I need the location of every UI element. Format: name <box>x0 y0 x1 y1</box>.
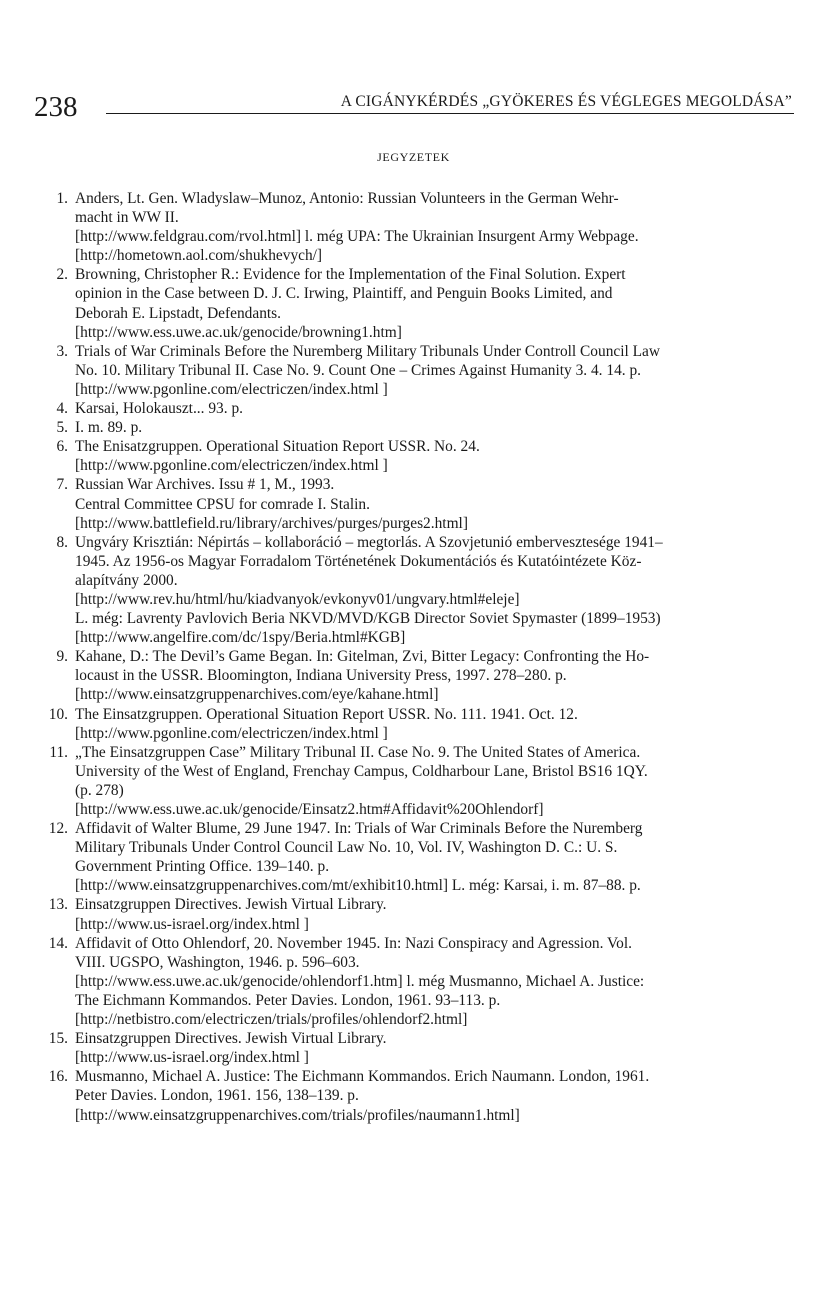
note-item <box>28 1029 790 1067</box>
note-line: The Enisatzgruppen. Operational Situation Report USSR. No. 24. <box>75 438 480 456</box>
note-number: 4. <box>56 400 68 418</box>
note-number: 3. <box>56 342 68 360</box>
note-line: [http://www.rev.hu/html/hu/kiadvanyok/evkonyv01/ungvary.html#eleje] <box>75 590 520 608</box>
note-number: 16. <box>48 1068 68 1086</box>
note-item <box>28 819 790 895</box>
note-line: Browning, Christopher R.: Evidence for the Implementation of the Final Solution. Expert <box>75 266 626 284</box>
note-line: Affidavit of Otto Ohlendorf, 20. November 1945. In: Nazi Conspiracy and Agression. Vol. <box>75 934 632 952</box>
section-title: JEGYZETEK <box>377 150 450 164</box>
note-line: [http://www.ess.uwe.ac.uk/genocide/browning1.htm] <box>75 323 402 341</box>
note-line: [http://hometown.aol.com/shukhevych/] <box>75 247 323 265</box>
note-number: 8. <box>56 533 68 551</box>
note-line: VIII. UGSPO, Washington, 1946. p. 596–603. <box>75 953 360 971</box>
note-item <box>28 265 790 341</box>
note-number: 7. <box>56 476 68 494</box>
note-number: 11. <box>49 743 68 761</box>
note-line: [http://www.us-israel.org/index.html ] <box>75 1049 309 1067</box>
note-text <box>75 895 790 933</box>
note-item <box>28 705 790 743</box>
note-text <box>75 437 790 475</box>
note-line: Central Committee CPSU for comrade I. Stalin. <box>75 495 370 513</box>
note-number: 13. <box>48 896 68 914</box>
note-line: [http://www.feldgrau.com/rvol.html] l. még UPA: The Ukrainian Insurgent Army Webpage. <box>75 228 639 246</box>
note-line: [http://www.einsatzgruppenarchives.com/mt/exhibit10.html] L. még: Karsai, i. m. 87–88. p. <box>75 877 641 895</box>
note-line: (p. 278) <box>75 781 124 799</box>
note-line: alapítvány 2000. <box>75 571 178 589</box>
note-number: 6. <box>56 438 68 456</box>
note-number: 10. <box>48 705 68 723</box>
note-item <box>28 895 790 933</box>
note-line: [http://www.us-israel.org/index.html ] <box>75 915 309 933</box>
note-number: 5. <box>56 419 68 437</box>
note-line: University of the West of England, Frenchay Campus, Coldharbour Lane, Bristol BS16 1QY. <box>75 762 648 780</box>
note-line: No. 10. Military Tribunal II. Case No. 9. Count One – Crimes Against Humanity 3. 4. 14. p. <box>75 361 642 379</box>
note-number: 9. <box>56 648 68 666</box>
note-text <box>75 533 790 648</box>
note-line: [http://netbistro.com/electriczen/trials/profiles/ohlendorf2.html] <box>75 1011 468 1029</box>
note-number: 15. <box>48 1030 68 1048</box>
note-line: Trials of War Criminals Before the Nuremberg Military Tribunals Under Controll Council Law <box>75 342 660 360</box>
note-line: „The Einsatzgruppen Case” Military Tribunal II. Case No. 9. The United States of America. <box>75 743 641 761</box>
note-item <box>28 1067 790 1124</box>
note-line: [http://www.battlefield.ru/library/archives/purges/purges2.html] <box>75 514 468 532</box>
note-text <box>75 399 790 418</box>
note-text <box>75 265 790 341</box>
note-line: 1945. Az 1956-os Magyar Forradalom Történetének Dokumentációs és Kutatóintézete Köz- <box>75 552 642 570</box>
note-text <box>75 1029 790 1067</box>
note-number: 12. <box>48 820 68 838</box>
page-number: 238 <box>34 91 78 123</box>
note-line: opinion in the Case between D. J. C. Irwing, Plaintiff, and Penguin Books Limited, and <box>75 285 613 303</box>
note-text <box>75 647 790 704</box>
note-line: I. m. 89. p. <box>75 419 143 437</box>
note-text <box>75 743 790 819</box>
note-text <box>75 934 790 1029</box>
note-line: macht in WW II. <box>75 209 179 227</box>
note-line: The Eichmann Kommandos. Peter Davies. London, 1961. 93–113. p. <box>75 991 501 1009</box>
note-item <box>28 934 790 1029</box>
note-line: [http://www.pgonline.com/electriczen/index.html ] <box>75 380 388 398</box>
notes-list <box>28 189 790 1125</box>
note-text <box>75 189 790 265</box>
note-line: [http://www.einsatzgruppenarchives.com/trials/profiles/naumann1.html] <box>75 1106 520 1124</box>
note-line: Ungváry Krisztián: Népirtás – kollaboráció – megtorlás. A Szovjetunió embervesztesége 1941– <box>75 533 663 551</box>
note-text <box>75 342 790 399</box>
note-number: 1. <box>56 190 68 207</box>
note-number: 14. <box>48 934 68 952</box>
note-line: Einsatzgruppen Directives. Jewish Virtual Library. <box>75 896 387 914</box>
note-item <box>28 533 790 648</box>
note-item <box>28 743 790 819</box>
note-line: Military Tribunals Under Control Council Law No. 10, Vol. IV, Washington D. C.: U. S. <box>75 839 618 857</box>
note-line: [http://www.ess.uwe.ac.uk/genocide/ohlendorf1.htm] l. még Musmanno, Michael A. Justice: <box>75 972 645 990</box>
note-line: [http://www.ess.uwe.ac.uk/genocide/Einsatz2.htm#Affidavit%20Ohlendorf] <box>75 801 544 818</box>
note-line: Einsatzgruppen Directives. Jewish Virtual Library. <box>75 1030 387 1048</box>
header-rule <box>106 113 794 114</box>
page-header <box>34 92 794 122</box>
note-line: Anders, Lt. Gen. Wladyslaw–Munoz, Antonio: Russian Volunteers in the German Wehr- <box>75 190 619 207</box>
note-line: Peter Davies. London, 1961. 156, 138–139. p. <box>75 1087 359 1105</box>
note-item <box>28 475 790 532</box>
note-line: Deborah E. Lipstadt, Defendants. <box>75 304 282 322</box>
note-text <box>75 1067 790 1124</box>
note-text <box>75 475 790 532</box>
note-line: [http://www.angelfire.com/dc/1spy/Beria.html#KGB] <box>75 629 406 647</box>
note-item <box>28 342 790 399</box>
running-title: A CIGÁNYKÉRDÉS „GYÖKERES ÉS VÉGLEGES MEGOLDÁSA” <box>337 92 792 112</box>
note-text <box>75 705 790 743</box>
note-line: [http://www.einsatzgruppenarchives.com/eye/kahane.html] <box>75 686 439 704</box>
note-line: locaust in the USSR. Bloomington, Indiana University Press, 1997. 278–280. p. <box>75 667 567 685</box>
note-line: Karsai, Holokauszt... 93. p. <box>75 400 243 418</box>
note-line: Russian War Archives. Issu # 1, M., 1993. <box>75 476 335 494</box>
note-item <box>28 189 790 265</box>
note-line: [http://www.pgonline.com/electriczen/index.html ] <box>75 724 388 742</box>
note-number: 2. <box>56 266 68 284</box>
note-line: Affidavit of Walter Blume, 29 June 1947. In: Trials of War Criminals Before the Nuremberg <box>75 820 643 838</box>
note-item <box>28 418 790 437</box>
note-line: The Einsatzgruppen. Operational Situation Report USSR. No. 111. 1941. Oct. 12. <box>75 705 578 723</box>
note-line: Government Printing Office. 139–140. p. <box>75 858 330 876</box>
note-line: [http://www.pgonline.com/electriczen/index.html ] <box>75 457 388 475</box>
note-line: L. még: Lavrenty Pavlovich Beria NKVD/MVD/KGB Director Soviet Spymaster (1899–1953) <box>75 610 661 628</box>
note-line: Kahane, D.: The Devil’s Game Began. In: Gitelman, Zvi, Bitter Legacy: Confronting the Ho- <box>75 648 650 666</box>
note-line: Musmanno, Michael A. Justice: The Eichmann Kommandos. Erich Naumann. London, 1961. <box>75 1068 650 1086</box>
note-item <box>28 437 790 475</box>
note-item <box>28 647 790 704</box>
note-text <box>75 418 790 437</box>
note-item <box>28 399 790 418</box>
note-text <box>75 819 790 895</box>
